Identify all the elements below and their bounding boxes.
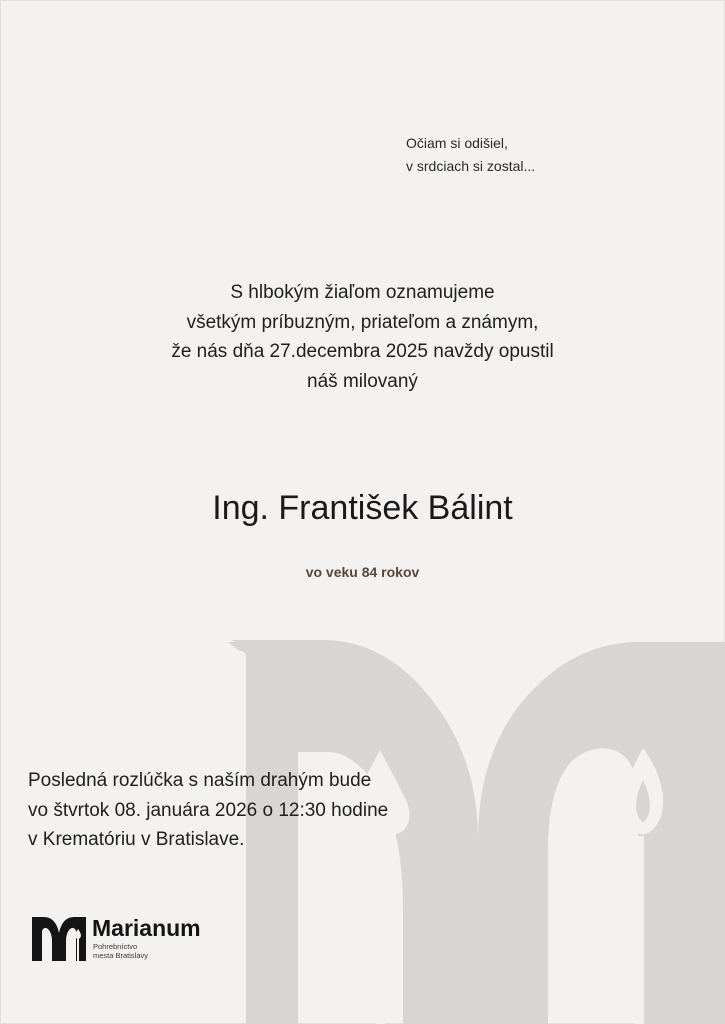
announcement-line-3: že nás dňa 27.decembra 2025 navždy opustil xyxy=(171,341,554,362)
farewell-line-3: v Krematóriu v Bratislave. xyxy=(28,829,245,850)
announcement-line-4: náš milovaný xyxy=(307,370,418,392)
logo-name: Marianum xyxy=(92,915,201,941)
logo-subtitle-line-1: Pohrebníctvo xyxy=(93,942,138,951)
announcement-line-1: S hlbokým žiaľom oznamujeme xyxy=(230,282,495,303)
farewell-line-2: vo štvrtok 08. januára 2026 o 12:30 hodine xyxy=(28,799,389,821)
funeral-details xyxy=(28,766,388,855)
logo-subtitle xyxy=(93,942,148,960)
logo-subtitle-line-2: mesta Bratislavy xyxy=(93,951,149,960)
quote-line-2: v srdciach si zostal... xyxy=(406,158,536,174)
marianum-m-candle-icon xyxy=(32,917,86,961)
memorial-quote xyxy=(406,132,535,178)
farewell-line-1: Posledná rozlúčka s naším drahým bude xyxy=(28,770,372,791)
marianum-logo xyxy=(32,914,252,962)
deceased-age: vo veku 84 rokov xyxy=(305,564,420,580)
quote-line-1: Očiam si odišiel, xyxy=(406,135,508,151)
deceased-name: Ing. František Bálint xyxy=(212,489,513,527)
death-announcement xyxy=(0,278,725,396)
announcement-line-2: všetkým príbuzným, priateľom a známym, xyxy=(186,311,539,333)
